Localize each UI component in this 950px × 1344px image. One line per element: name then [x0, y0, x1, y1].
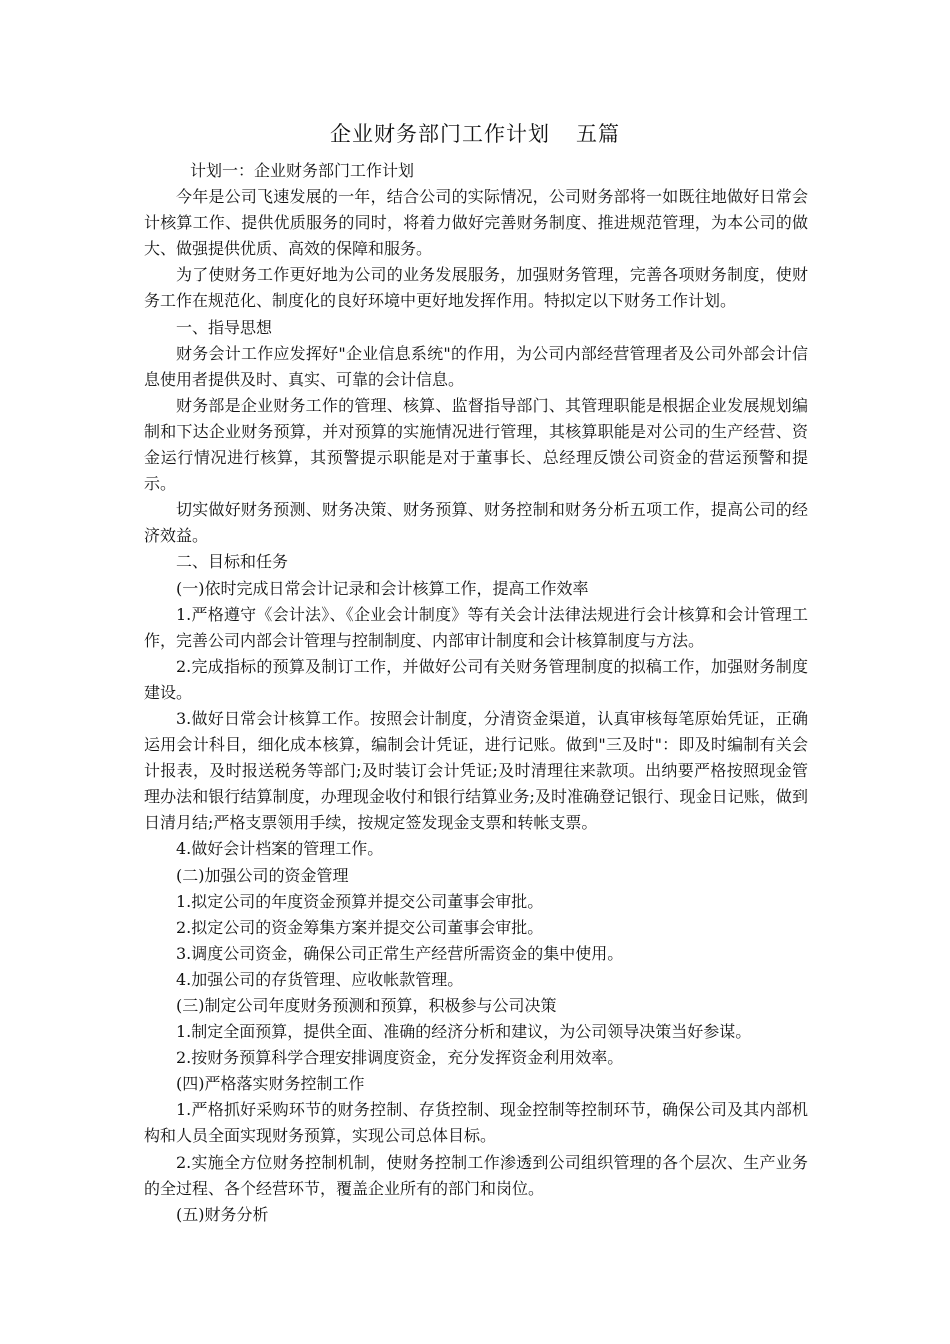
list-item: 1.制定全面预算，提供全面、准确的经济分析和建议，为公司领导决策当好参谋。 — [176, 1022, 752, 1042]
subsection-heading: (四)严格落实财务控制工作 — [176, 1074, 365, 1094]
paragraph: 为了使财务工作更好地为公司的业务发展服务，加强财务管理，完善各项财务制度，使财务工作在规范化、制度化的良好环境中更好地发挥作用。特拟定以下财务工作计划。 — [144, 265, 808, 311]
list-item: 1.拟定公司的年度资金预算并提交公司董事会审批。 — [176, 891, 544, 911]
paragraph: 今年是公司飞速发展的一年，结合公司的实际情况，公司财务部将一如既往地做好日常会计核算工作、提供优质服务的同时，将着力做好完善财务制度、推进规范管理，为本公司的做大、做强提供优质、高效的保障和服务。 — [144, 187, 808, 259]
list-item: 1.严格遵守《会计法》、《企业会计制度》等有关会计法律法规进行会计核算和会计管理工作，完善公司内部会计管理与控制制度、内部审计制度和会计核算制度与方法。 — [144, 604, 808, 650]
subsection-heading: (三)制定公司年度财务预测和预算，积极参与公司决策 — [176, 996, 557, 1015]
title-suffix: 五篇 — [576, 122, 620, 146]
paragraph: 财务会计工作应发挥好"企业信息系统"的作用，为公司内部经营管理者及公司外部会计信息使用者提供及时、真实、可靠的会计信息。 — [144, 343, 808, 389]
paragraph: 切实做好财务预测、财务决策、财务预算、财务控制和财务分析五项工作，提高公司的经济效益。 — [144, 500, 808, 546]
list-item: 1.严格抓好采购环节的财务控制、存货控制、现金控制等控制环节，确保公司及其内部机构和人员全面实现财务预算，实现公司总体目标。 — [144, 1100, 808, 1146]
list-item: 3.调度公司资金，确保公司正常生产经营所需资金的集中使用。 — [176, 943, 624, 963]
section-subtitle: 计划一：企业财务部门工作计划 — [190, 161, 415, 180]
document-body — [144, 158, 808, 1228]
document-title — [0, 118, 950, 150]
list-item: 4.加强公司的存货管理、应收帐款管理。 — [176, 969, 464, 989]
subsection-heading: (一)依时完成日常会计记录和会计核算工作，提高工作效率 — [176, 578, 589, 598]
list-item: 4.做好会计档案的管理工作。 — [176, 839, 384, 859]
section-heading: 一、指导思想 — [176, 317, 273, 337]
paragraph: 财务部是企业财务工作的管理、核算、监督指导部门、其管理职能是根据企业发展规划编制和下达企业财务预算，并对预算的实施情况进行管理，其核算职能是对公司的生产经营、资金运行情况进行核算，其预警提示职能是对于董事长、总经理反馈公司资金的营运预警和提示。 — [144, 395, 808, 494]
list-item: 3.做好日常会计核算工作。按照会计制度，分清资金渠道，认真审核每笔原始凭证，正确运用会计科目，细化成本核算，编制会计凭证，进行记账。做到"三及时"：即及时编制有关会计报表，及时报送税务等部门;及时装订会计凭证;及时清理往来款项。出纳要严格按照现金管理办法和银行结算制度，办理现金收付和银行结算业务;及时准确登记银行、现金日记账，做到日清月结;严格支票领用手续，按规定签发现金支票和转帐支票。 — [144, 708, 808, 833]
list-item: 2.实施全方位财务控制机制，使财务控制工作渗透到公司组织管理的各个层次、生产业务的全过程、各个经营环节，覆盖企业所有的部门和岗位。 — [144, 1152, 808, 1198]
list-item: 2.按财务预算科学合理安排调度资金，充分发挥资金利用效率。 — [176, 1048, 624, 1068]
subsection-heading: (五)财务分析 — [176, 1204, 269, 1224]
section-heading: 二、目标和任务 — [176, 552, 289, 572]
list-item: 2.完成指标的预算及制订工作，并做好公司有关财务管理制度的拟稿工作，加强财务制度建设。 — [144, 656, 808, 702]
list-item: 2.拟定公司的资金筹集方案并提交公司董事会审批。 — [176, 917, 544, 937]
title-main: 企业财务部门工作计划 — [330, 122, 550, 146]
subsection-heading: (二)加强公司的资金管理 — [176, 865, 349, 885]
